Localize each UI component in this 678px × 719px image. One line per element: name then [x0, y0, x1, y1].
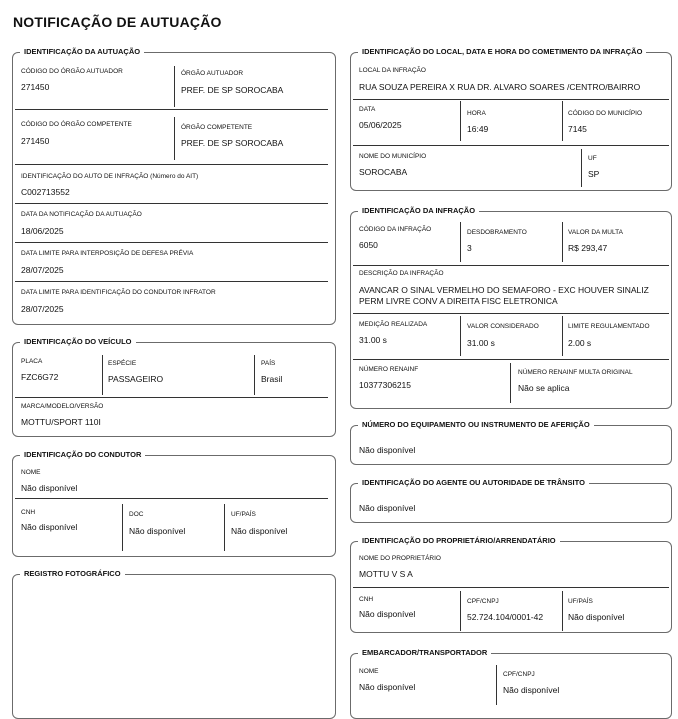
condutor-uf: Não disponível: [231, 526, 288, 536]
divider: [15, 281, 328, 282]
field-label: CPF/CNPJ: [503, 671, 535, 678]
divider: [15, 109, 328, 110]
especie: PASSAGEIRO: [108, 374, 164, 384]
divider: [15, 203, 328, 204]
field-label: VALOR CONSIDERADO: [467, 323, 539, 330]
condutor-doc: Não disponível: [129, 526, 186, 536]
section-title: IDENTIFICAÇÃO DA INFRAÇÃO: [358, 205, 479, 217]
divider: [15, 164, 328, 165]
divider: [562, 222, 563, 262]
field-label: NOME: [21, 469, 41, 476]
condutor-section: [12, 450, 336, 557]
agente-section: [350, 478, 672, 523]
proprietario-nome: MOTTU V S A: [359, 569, 413, 579]
valor-considerado: 31.00 s: [467, 338, 495, 348]
field-label: HORA: [467, 110, 486, 117]
proprietario-cpf: 52.724.104/0001-42: [467, 612, 544, 622]
section-title: EMBARCADOR/TRANSPORTADOR: [358, 647, 491, 659]
field-label: VALOR DA MULTA: [568, 229, 623, 236]
limite-defesa: 28/07/2025: [21, 265, 64, 275]
field-label: CÓDIGO DO MUNICÍPIO: [568, 110, 643, 117]
limite-condutor: 28/07/2025: [21, 304, 64, 314]
divider: [562, 316, 563, 356]
field-label: ÓRGÃO COMPETENTE: [181, 124, 253, 131]
codigo-infracao: 6050: [359, 240, 378, 250]
desdobramento: 3: [467, 243, 472, 253]
limite-regulamentado: 2.00 s: [568, 338, 592, 348]
marca-modelo: MOTTU/SPORT 110I: [21, 417, 101, 427]
embarcador-section: [350, 648, 672, 719]
field-label: PAÍS: [261, 360, 276, 367]
field-label: LOCAL DA INFRAÇÃO: [359, 67, 426, 74]
field-label: CNH: [21, 509, 36, 516]
divider: [460, 316, 461, 356]
placa: FZC6G72: [21, 372, 59, 382]
veiculo-section: [12, 337, 336, 437]
local-section: [350, 47, 672, 191]
proprietario-cnh: Não disponível: [359, 609, 416, 619]
orgao-competente: PREF. DE SP SOROCABA: [181, 138, 284, 148]
section-title: IDENTIFICAÇÃO DA AUTUAÇÃO: [20, 46, 144, 58]
section-title: IDENTIFICAÇÃO DO CONDUTOR: [20, 449, 145, 461]
data-infracao: 05/06/2025: [359, 120, 402, 130]
divider: [496, 665, 497, 705]
divider: [174, 66, 175, 107]
proprietario-section: [350, 536, 672, 633]
numero-renainf: 10377306215: [359, 380, 412, 390]
orgao-autuador-codigo: 271450: [21, 82, 50, 92]
divider: [460, 591, 461, 631]
equipamento-section: [350, 420, 672, 465]
divider: [353, 313, 669, 314]
agente-valor: Não disponível: [359, 503, 416, 513]
field-label: DESDOBRAMENTO: [467, 229, 527, 236]
orgao-autuador: PREF. DE SP SOROCABA: [181, 85, 284, 95]
field-label: NOME DO PROPRIETÁRIO: [359, 555, 441, 562]
divider: [102, 355, 103, 395]
field-label: DATA: [359, 106, 376, 113]
field-label: DOC: [129, 511, 144, 518]
divider: [562, 591, 563, 631]
section-title: IDENTIFICAÇÃO DO PROPRIETÁRIO/ARRENDATÁRIO: [358, 535, 560, 547]
codigo-municipio: 7145: [568, 124, 587, 134]
divider: [353, 99, 669, 100]
field-label: NOME: [359, 668, 379, 675]
field-label: MARCA/MODELO/VERSÃO: [21, 403, 104, 410]
section-title: IDENTIFICAÇÃO DO VEÍCULO: [20, 336, 136, 348]
uf-municipio: SP: [588, 169, 600, 179]
divider: [460, 222, 461, 262]
divider: [460, 101, 461, 141]
field-label: ÓRGÃO AUTUADOR: [181, 70, 244, 77]
nome-municipio: SOROCABA: [359, 167, 408, 177]
field-label: DATA LIMITE PARA IDENTIFICAÇÃO DO CONDUTOR INFRATOR: [21, 289, 216, 296]
divider: [15, 397, 328, 398]
field-label: ESPÉCIE: [108, 360, 137, 367]
field-label: UF: [588, 155, 597, 162]
divider: [581, 149, 582, 187]
proprietario-uf: Não disponível: [568, 612, 625, 622]
field-label: UF/PAÍS: [568, 598, 593, 605]
autuacao-section: [12, 47, 336, 325]
field-label: DATA LIMITE PARA INTERPOSIÇÃO DE DEFESA PRÉVIA: [21, 250, 194, 257]
embarcador-nome: Não disponível: [359, 682, 416, 692]
equipamento-valor: Não disponível: [359, 445, 416, 455]
divider: [15, 242, 328, 243]
orgao-competente-codigo: 271450: [21, 136, 50, 146]
divider: [353, 265, 669, 266]
divider: [15, 498, 328, 499]
divider: [254, 355, 255, 395]
registro-fotografico-section: [12, 569, 336, 719]
local-infracao: RUA SOUZA PEREIRA X RUA DR. ALVARO SOARES /CENTRO/BAIRRO: [359, 82, 641, 92]
section-title: REGISTRO FOTOGRÁFICO: [20, 568, 125, 580]
field-label: CNH: [359, 596, 374, 603]
field-label: DESCRIÇÃO DA INFRAÇÃO: [359, 270, 444, 277]
field-label: NÚMERO RENAINF: [359, 366, 419, 373]
pais: Brasil: [261, 374, 283, 384]
field-label: PLACA: [21, 358, 43, 365]
embarcador-cpf: Não disponível: [503, 685, 560, 695]
page-title: NOTIFICAÇÃO DE AUTUAÇÃO: [13, 14, 222, 30]
section-title: NÚMERO DO EQUIPAMENTO OU INSTRUMENTO DE AFERIÇÃO: [358, 419, 594, 431]
field-label: CÓDIGO DO ÓRGÃO COMPETENTE: [21, 121, 132, 128]
field-label: UF/PAÍS: [231, 511, 256, 518]
field-label: CÓDIGO DO ÓRGÃO AUTUADOR: [21, 68, 123, 75]
field-label: CPF/CNPJ: [467, 598, 499, 605]
field-label: LIMITE REGULAMENTADO: [568, 323, 650, 330]
divider: [174, 117, 175, 160]
field-label: MEDIÇÃO REALIZADA: [359, 321, 428, 328]
divider: [562, 101, 563, 141]
field-label: NÚMERO RENAINF MULTA ORIGINAL: [518, 369, 633, 376]
descricao-linha-2: PERM LIVRE CONV A DIREITA FISC ELETRONICA: [359, 296, 558, 306]
infracao-section: [350, 206, 672, 409]
divider: [224, 504, 225, 551]
medicao-realizada: 31.00 s: [359, 335, 387, 345]
field-label: DATA DA NOTIFICAÇÃO DA AUTUAÇÃO: [21, 211, 142, 218]
divider: [353, 145, 669, 146]
divider: [353, 587, 669, 588]
divider: [122, 504, 123, 551]
section-title: IDENTIFICAÇÃO DO AGENTE OU AUTORIDADE DE TRÂNSITO: [358, 477, 589, 489]
field-label: IDENTIFICAÇÃO DO AUTO DE INFRAÇÃO (Número do AIT): [21, 173, 199, 180]
divider: [510, 363, 511, 403]
data-notificacao: 18/06/2025: [21, 226, 64, 236]
field-label: CÓDIGO DA INFRAÇÃO: [359, 226, 432, 233]
hora-infracao: 16:49: [467, 124, 489, 134]
condutor-cnh: Não disponível: [21, 522, 78, 532]
divider: [353, 359, 669, 360]
condutor-nome: Não disponível: [21, 483, 78, 493]
valor-multa: R$ 293,47: [568, 243, 608, 253]
descricao-linha-1: AVANCAR O SINAL VERMELHO DO SEMAFORO - EXC HOUVER SINALIZ: [359, 285, 649, 295]
section-title: IDENTIFICAÇÃO DO LOCAL, DATA E HORA DO COMETIMENTO DA INFRAÇÃO: [358, 46, 646, 58]
ait-number: C002713552: [21, 187, 70, 197]
renainf-original: Não se aplica: [518, 383, 570, 393]
field-label: NOME DO MUNICÍPIO: [359, 153, 427, 160]
